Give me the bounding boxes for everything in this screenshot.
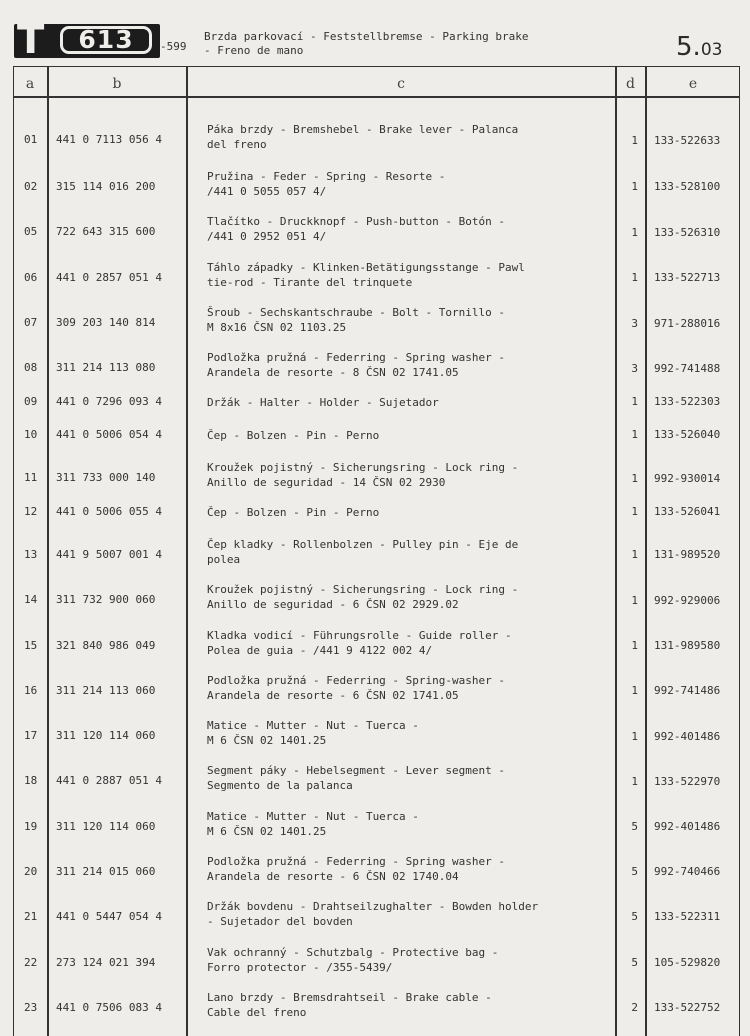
- row-order-number: 133-528100: [654, 180, 721, 193]
- row-order-number: 105-529820: [654, 956, 721, 969]
- section-title-line1: Brzda parkovací - Feststellbremse - Parking brake: [204, 30, 529, 43]
- row-part-number: 441 0 7113 056 4: [56, 133, 162, 146]
- row-part-number: 441 0 2887 051 4: [56, 774, 162, 787]
- row-description-line1: Segment páky - Hebelsegment - Lever segment -: [207, 764, 506, 777]
- row-description-line1: Táhlo západky - Klinken-Betätigungsstange - Pawl: [207, 261, 525, 274]
- row-description-line1: Matice - Mutter - Nut - Tuerca -: [207, 810, 419, 823]
- row-order-number: 992-930014: [654, 472, 721, 485]
- row-order-number: 133-522311: [654, 910, 721, 923]
- row-order-number: 992-401486: [654, 820, 721, 833]
- row-item-number: 17: [24, 729, 38, 742]
- row-quantity: 1: [631, 594, 638, 607]
- section-title-line2: - Freno de mano: [204, 44, 304, 57]
- row-description-line2: /441 0 5055 057 4/: [207, 185, 327, 198]
- column-divider-d: [645, 66, 647, 1036]
- row-item-number: 08: [24, 361, 38, 374]
- row-description-line1: Kladka vodicí - Führungsrolle - Guide roller -: [207, 629, 512, 642]
- row-item-number: 13: [24, 548, 38, 561]
- row-item-number: 01: [24, 133, 38, 146]
- row-part-number: 722 643 315 600: [56, 225, 156, 238]
- row-quantity: 1: [631, 684, 638, 697]
- row-description-line2: polea: [207, 553, 241, 566]
- row-part-number: 311 214 015 060: [56, 865, 156, 878]
- row-quantity: 1: [631, 271, 638, 284]
- row-part-number: 311 214 113 060: [56, 684, 156, 697]
- column-header-a: a: [25, 76, 35, 92]
- page-number-main: 5.: [676, 32, 701, 62]
- row-quantity: 1: [631, 775, 638, 788]
- t613-logo: [14, 17, 160, 63]
- row-quantity: 5: [631, 956, 638, 969]
- column-divider-a: [47, 66, 49, 1036]
- row-part-number: 441 0 7296 093 4: [56, 395, 162, 408]
- row-order-number: 992-401486: [654, 730, 721, 743]
- row-part-number: 441 0 2857 051 4: [56, 271, 162, 284]
- row-description-line2: del freno: [207, 138, 267, 151]
- row-part-number: 441 0 5006 054 4: [56, 428, 162, 441]
- row-description-line1: Podložka pružná - Federring - Spring washer -: [207, 855, 506, 868]
- row-description-line2: Arandela de resorte - 6 ČSN 02 1740.04: [207, 870, 459, 883]
- row-item-number: 07: [24, 316, 38, 329]
- column-header-e: e: [688, 76, 698, 92]
- row-order-number: 133-522752: [654, 1001, 721, 1014]
- row-description-line1: Tlačítko - Druckknopf - Push-button - Botón -: [207, 215, 506, 228]
- row-quantity: 1: [631, 730, 638, 743]
- row-part-number: 441 0 7506 083 4: [56, 1001, 162, 1014]
- page-header: [0, 0, 750, 66]
- column-header-c: c: [397, 76, 405, 92]
- row-description-line1: Kroužek pojistný - Sicherungsring - Lock ring -: [207, 583, 519, 596]
- row-quantity: 1: [631, 395, 638, 408]
- row-description-line2: Arandela de resorte - 6 ČSN 02 1741.05: [207, 689, 459, 702]
- row-order-number: 992-741488: [654, 362, 721, 375]
- row-description-line2: Forro protector - /355-5439/: [207, 961, 393, 974]
- row-description-line2: Polea de guia - /441 9 4122 002 4/: [207, 644, 433, 657]
- row-description-line1: Podložka pružná - Federring - Spring washer -: [207, 351, 506, 364]
- row-part-number: 315 114 016 200: [56, 180, 156, 193]
- row-description-line2: Anillo de seguridad - 14 ČSN 02 2930: [207, 476, 446, 489]
- row-quantity: 1: [631, 428, 638, 441]
- row-description-line2: Anillo de seguridad - 6 ČSN 02 2929.02: [207, 598, 459, 611]
- row-order-number: 133-526041: [654, 505, 721, 518]
- row-quantity: 1: [631, 505, 638, 518]
- page-number: [676, 32, 722, 62]
- row-description-line1: Čep - Bolzen - Pin - Perno: [207, 429, 380, 442]
- row-description-line2: Arandela de resorte - 8 ČSN 02 1741.05: [207, 366, 459, 379]
- row-description-line1: Páka brzdy - Bremshebel - Brake lever - Palanca: [207, 123, 519, 136]
- row-quantity: 3: [631, 317, 638, 330]
- row-part-number: 311 120 114 060: [56, 729, 156, 742]
- row-description-line1: Lano brzdy - Bremsdrahtseil - Brake cable -: [207, 991, 492, 1004]
- row-description-line2: M 8x16 ČSN 02 1103.25: [207, 321, 347, 334]
- row-item-number: 10: [24, 428, 38, 441]
- row-item-number: 16: [24, 684, 38, 697]
- row-item-number: 11: [24, 471, 38, 484]
- row-quantity: 5: [631, 820, 638, 833]
- row-quantity: 5: [631, 865, 638, 878]
- row-order-number: 992-741486: [654, 684, 721, 697]
- row-item-number: 22: [24, 956, 38, 969]
- row-description-line2: Cable del freno: [207, 1006, 307, 1019]
- row-quantity: 1: [631, 134, 638, 147]
- row-order-number: 992-929006: [654, 594, 721, 607]
- row-description-line1: Šroub - Sechskantschraube - Bolt - Tornillo -: [207, 306, 506, 319]
- row-description-line1: Pružina - Feder - Spring - Resorte -: [207, 170, 446, 183]
- row-quantity: 1: [631, 180, 638, 193]
- row-description-line1: Matice - Mutter - Nut - Tuerca -: [207, 719, 419, 732]
- row-item-number: 06: [24, 271, 38, 284]
- row-order-number: 133-526040: [654, 428, 721, 441]
- row-item-number: 18: [24, 774, 38, 787]
- column-divider-b: [186, 66, 188, 1036]
- row-description-line2: tie-rod - Tirante del trinquete: [207, 276, 413, 289]
- column-header-d: d: [626, 76, 635, 92]
- row-order-number: 133-522303: [654, 395, 721, 408]
- row-part-number: 321 840 986 049: [56, 639, 156, 652]
- row-item-number: 20: [24, 865, 38, 878]
- header-row-divider: [13, 96, 740, 98]
- row-description-line2: Segmento de la palanca: [207, 779, 353, 792]
- row-order-number: 131-989580: [654, 639, 721, 652]
- row-description-line1: Podložka pružná - Federring - Spring-washer -: [207, 674, 506, 687]
- logo-letter: T: [17, 17, 45, 63]
- row-quantity: 1: [631, 548, 638, 561]
- row-description-line1: Držák bovdenu - Drahtseilzughalter - Bowden holder: [207, 900, 539, 913]
- row-order-number: 131-989520: [654, 548, 721, 561]
- row-item-number: 14: [24, 593, 38, 606]
- row-description-line1: Vak ochranný - Schutzbalg - Protective bag -: [207, 946, 499, 959]
- row-item-number: 05: [24, 225, 38, 238]
- logo-number: 613: [60, 26, 152, 54]
- row-quantity: 1: [631, 639, 638, 652]
- page-number-sub: 03: [700, 40, 723, 60]
- row-item-number: 02: [24, 180, 38, 193]
- row-order-number: 133-522713: [654, 271, 721, 284]
- row-item-number: 19: [24, 820, 38, 833]
- row-description-line1: Čep kladky - Rollenbolzen - Pulley pin - Eje de: [207, 538, 519, 551]
- row-description-line1: Kroužek pojistný - Sicherungsring - Lock ring -: [207, 461, 519, 474]
- row-description-line1: Čep - Bolzen - Pin - Perno: [207, 506, 380, 519]
- row-quantity: 1: [631, 226, 638, 239]
- row-part-number: 441 0 5447 054 4: [56, 910, 162, 923]
- model-suffix: -599: [160, 40, 187, 53]
- column-header-b: b: [112, 76, 122, 92]
- row-part-number: 441 0 5006 055 4: [56, 505, 162, 518]
- row-item-number: 09: [24, 395, 38, 408]
- row-item-number: 12: [24, 505, 38, 518]
- row-part-number: 311 733 000 140: [56, 471, 156, 484]
- row-part-number: 309 203 140 814: [56, 316, 156, 329]
- row-order-number: 133-522633: [654, 134, 721, 147]
- row-description-line2: /441 0 2952 051 4/: [207, 230, 327, 243]
- row-item-number: 23: [24, 1001, 38, 1014]
- row-item-number: 21: [24, 910, 38, 923]
- row-part-number: 311 732 900 060: [56, 593, 156, 606]
- row-quantity: 5: [631, 910, 638, 923]
- row-order-number: 971-288016: [654, 317, 721, 330]
- row-quantity: 2: [631, 1001, 638, 1014]
- row-order-number: 133-526310: [654, 226, 721, 239]
- row-item-number: 15: [24, 639, 38, 652]
- row-part-number: 441 9 5007 001 4: [56, 548, 162, 561]
- row-quantity: 1: [631, 472, 638, 485]
- row-part-number: 273 124 021 394: [56, 956, 156, 969]
- row-part-number: 311 120 114 060: [56, 820, 156, 833]
- row-part-number: 311 214 113 080: [56, 361, 156, 374]
- row-description-line2: - Sujetador del bovden: [207, 915, 353, 928]
- row-description-line2: M 6 ČSN 02 1401.25: [207, 825, 327, 838]
- row-description-line1: Držák - Halter - Holder - Sujetador: [207, 396, 439, 409]
- row-quantity: 3: [631, 362, 638, 375]
- row-description-line2: M 6 ČSN 02 1401.25: [207, 734, 327, 747]
- row-order-number: 133-522970: [654, 775, 721, 788]
- row-order-number: 992-740466: [654, 865, 721, 878]
